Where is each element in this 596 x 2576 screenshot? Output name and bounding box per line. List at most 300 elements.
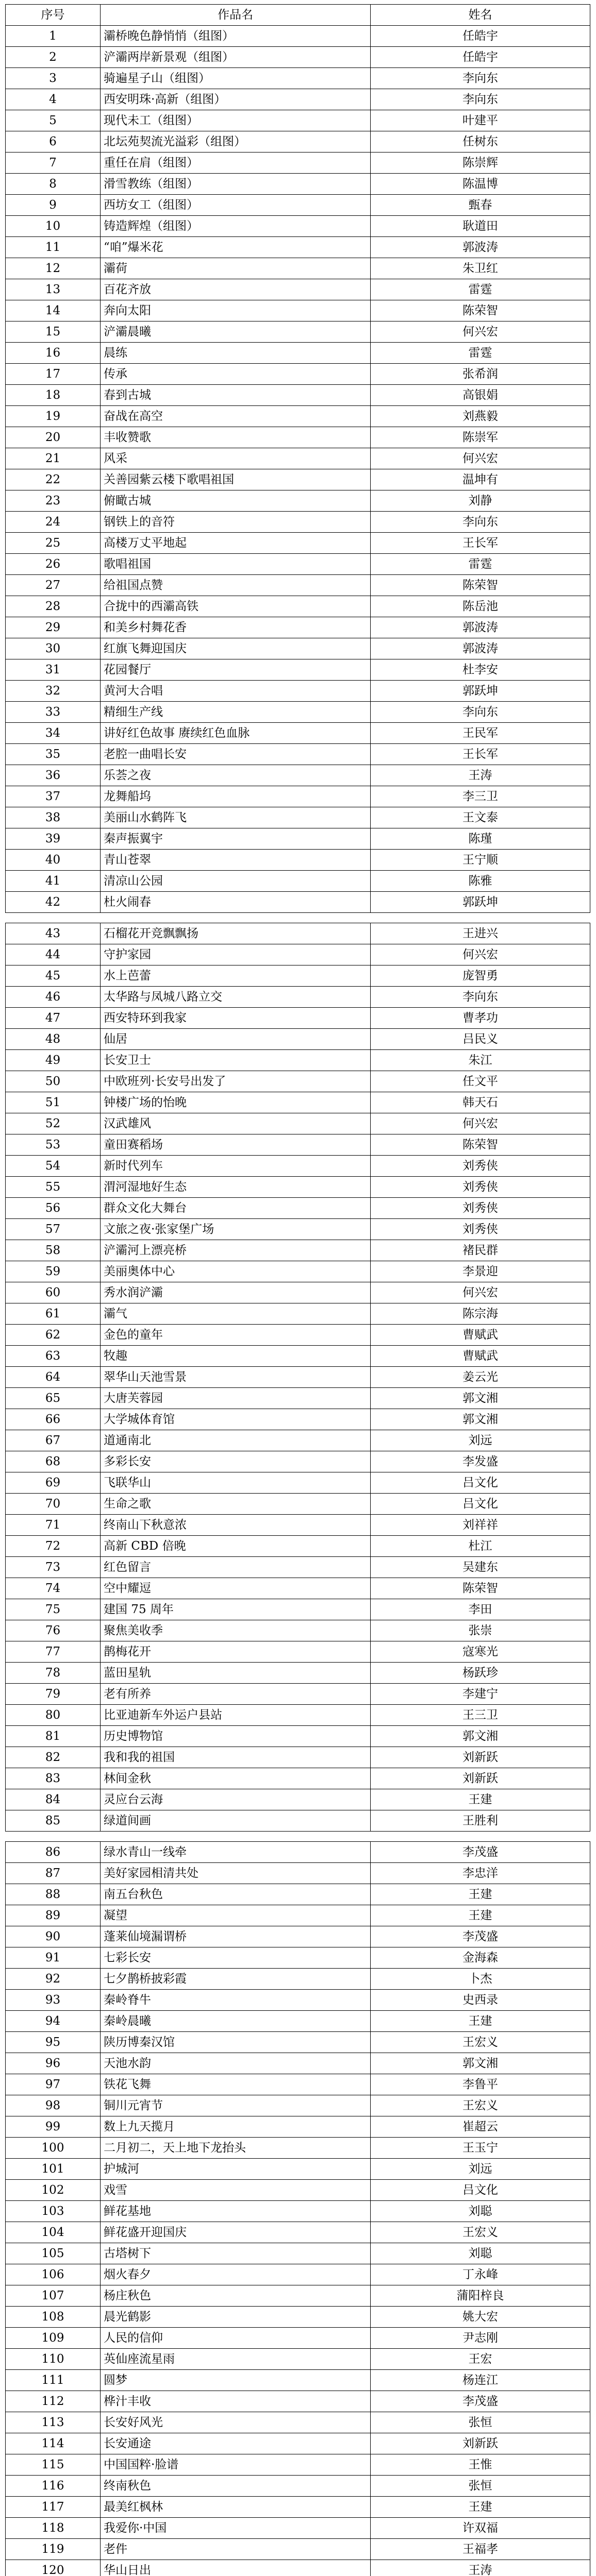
work-title: 奋战在高空: [101, 406, 371, 427]
author-name: 陈瑾: [371, 828, 590, 850]
row-number: 1: [6, 26, 101, 47]
row-number: 96: [6, 2053, 101, 2074]
table-row: [6, 1325, 590, 1346]
author-name: 甄春: [371, 195, 590, 216]
row-number: 38: [6, 807, 101, 828]
table-row: [6, 1367, 590, 1388]
row-number: 110: [6, 2349, 101, 2370]
author-name: 王建: [371, 1905, 590, 1926]
author-name: 刘新跃: [371, 1768, 590, 1789]
table-row: [6, 554, 590, 575]
table-row: [6, 1409, 590, 1430]
author-name: 陈雅: [371, 871, 590, 892]
work-title: 终南山下秋意浓: [101, 1515, 371, 1536]
author-name: 尹志刚: [371, 2328, 590, 2349]
table-row: [6, 596, 590, 617]
author-name: 王建: [371, 2011, 590, 2032]
row-number: 47: [6, 1008, 101, 1029]
author-name: 姚大宏: [371, 2307, 590, 2328]
row-number: 13: [6, 279, 101, 300]
work-title: 终南秋色: [101, 2476, 371, 2497]
work-title: 北坛苑契流光溢彩（组图）: [101, 131, 371, 152]
author-name: 刘秀侠: [371, 1219, 590, 1240]
table-row: [6, 1684, 590, 1705]
author-name: 杜江: [371, 1536, 590, 1557]
row-number: 111: [6, 2370, 101, 2391]
work-title: 龙舞船坞: [101, 786, 371, 807]
author-name: 李田: [371, 1599, 590, 1620]
table-row: [6, 1198, 590, 1219]
row-number: 12: [6, 258, 101, 279]
work-title: 蓬莱仙境漏谓桥: [101, 1926, 371, 1947]
table-row: [6, 1388, 590, 1409]
table-row: [6, 406, 590, 427]
row-number: 15: [6, 321, 101, 343]
table-row: [6, 1947, 590, 1969]
header-number: 序号: [6, 5, 101, 26]
work-title: 渭河湿地好生态: [101, 1177, 371, 1198]
table-row: [6, 533, 590, 554]
work-title: 清凉山公园: [101, 871, 371, 892]
author-name: 王宏: [371, 2349, 590, 2370]
author-name: 吕文化: [371, 2180, 590, 2201]
table-row: [6, 427, 590, 448]
author-name: 刘聪: [371, 2201, 590, 2222]
table-row: [6, 2454, 590, 2476]
table-row: [6, 1641, 590, 1663]
row-number: 65: [6, 1388, 101, 1409]
author-name: 李鲁平: [371, 2074, 590, 2095]
work-title: 西安明珠·高新（组图）: [101, 89, 371, 110]
header-author-name: 姓名: [371, 5, 590, 26]
work-title: 凝望: [101, 1905, 371, 1926]
row-number: 102: [6, 2180, 101, 2201]
row-number: 73: [6, 1557, 101, 1578]
work-title: 多彩长安: [101, 1451, 371, 1472]
row-number: 92: [6, 1969, 101, 1990]
author-name: 王三卫: [371, 1705, 590, 1726]
row-number: 23: [6, 490, 101, 512]
work-title: 七彩长安: [101, 1947, 371, 1969]
work-title: 桦汁丰收: [101, 2391, 371, 2412]
author-name: 刘远: [371, 1430, 590, 1451]
row-number: 76: [6, 1620, 101, 1641]
row-number: 31: [6, 659, 101, 681]
author-name: 何兴宏: [371, 1282, 590, 1303]
row-number: 106: [6, 2264, 101, 2285]
author-name: 刘秀侠: [371, 1198, 590, 1219]
row-number: 68: [6, 1451, 101, 1472]
table-row: [6, 2074, 590, 2095]
work-title: 圆梦: [101, 2370, 371, 2391]
row-number: 54: [6, 1156, 101, 1177]
row-number: 69: [6, 1472, 101, 1494]
work-title: 俯瞰古城: [101, 490, 371, 512]
table-row: [6, 702, 590, 723]
author-name: 张恒: [371, 2412, 590, 2433]
work-title: 灞气: [101, 1303, 371, 1325]
row-number: 9: [6, 195, 101, 216]
table-row: [6, 1303, 590, 1325]
work-title: 青山苍翠: [101, 850, 371, 871]
table-row: [6, 2095, 590, 2116]
work-title: 西安特环到我家: [101, 1008, 371, 1029]
row-number: 101: [6, 2159, 101, 2180]
table-row: [6, 2180, 590, 2201]
row-number: 77: [6, 1641, 101, 1663]
row-number: 83: [6, 1768, 101, 1789]
table-row: [6, 1240, 590, 1261]
author-name: 王福孝: [371, 2539, 590, 2560]
author-name: 寇寒光: [371, 1641, 590, 1663]
row-number: 20: [6, 427, 101, 448]
work-title: 汉武雄风: [101, 1113, 371, 1134]
row-number: 35: [6, 744, 101, 765]
row-number: 98: [6, 2095, 101, 2116]
table-row: [6, 681, 590, 702]
table-row: [6, 26, 590, 47]
table-row: [6, 2370, 590, 2391]
table-row: [6, 659, 590, 681]
row-number: 67: [6, 1430, 101, 1451]
table-row: [6, 2116, 590, 2138]
work-title: 浐灞河上漂亮桥: [101, 1240, 371, 1261]
table-row: [6, 1092, 590, 1113]
row-number: 84: [6, 1789, 101, 1810]
row-number: 25: [6, 533, 101, 554]
work-title: 晨练: [101, 343, 371, 364]
work-title: 百花齐放: [101, 279, 371, 300]
table-row: [6, 2285, 590, 2307]
page-break-gap: [6, 913, 590, 923]
row-number: 45: [6, 965, 101, 987]
table-row: [6, 2053, 590, 2074]
row-number: 7: [6, 152, 101, 174]
row-number: 53: [6, 1134, 101, 1156]
table-row: [6, 2201, 590, 2222]
work-title: 钢铁上的音符: [101, 512, 371, 533]
author-name: 刘秀侠: [371, 1156, 590, 1177]
row-number: 78: [6, 1663, 101, 1684]
table-row: [6, 1578, 590, 1599]
work-title: 浐灞两岸新景观（组图）: [101, 47, 371, 68]
table-row: [6, 1515, 590, 1536]
row-number: 119: [6, 2539, 101, 2560]
work-title: 历史博物馆: [101, 1726, 371, 1747]
roster-sheet: [5, 4, 590, 2576]
row-number: 58: [6, 1240, 101, 1261]
author-name: 朱卫红: [371, 258, 590, 279]
work-title: 最美红枫林: [101, 2497, 371, 2518]
row-number: 81: [6, 1726, 101, 1747]
work-title: 聚焦美收季: [101, 1620, 371, 1641]
work-title: 秦声振翼宇: [101, 828, 371, 850]
work-title: 烟火春夕: [101, 2264, 371, 2285]
row-number: 10: [6, 216, 101, 237]
row-number: 30: [6, 638, 101, 659]
work-title: 老件: [101, 2539, 371, 2560]
author-name: 温坤有: [371, 469, 590, 490]
author-name: 李茂盛: [371, 1926, 590, 1947]
work-title: 长安好风光: [101, 2412, 371, 2433]
row-number: 27: [6, 575, 101, 596]
author-name: 陈荣智: [371, 1134, 590, 1156]
row-number: 3: [6, 68, 101, 89]
work-title: 老腔一曲唱长安: [101, 744, 371, 765]
row-number: 117: [6, 2497, 101, 2518]
table-row: [6, 2412, 590, 2433]
table-row: [6, 965, 590, 987]
table-row: [6, 2328, 590, 2349]
author-name: 任皓宇: [371, 26, 590, 47]
author-name: 李向东: [371, 987, 590, 1008]
table-row: [6, 1768, 590, 1789]
work-title: 骑遍星子山（组图）: [101, 68, 371, 89]
row-number: 61: [6, 1303, 101, 1325]
author-name: 郭波涛: [371, 237, 590, 258]
table-row: [6, 2391, 590, 2412]
author-name: 姜云光: [371, 1367, 590, 1388]
row-number: 66: [6, 1409, 101, 1430]
work-title: 绿水青山一线牵: [101, 1842, 371, 1863]
table-row: [6, 131, 590, 152]
work-title: 长安卫士: [101, 1050, 371, 1071]
row-number: 55: [6, 1177, 101, 1198]
table-row: [6, 617, 590, 638]
work-title: 蓝田星轨: [101, 1663, 371, 1684]
row-number: 107: [6, 2285, 101, 2307]
work-title: 我爱你·中国: [101, 2518, 371, 2539]
work-title: 护城河: [101, 2159, 371, 2180]
page-break-cell: [6, 913, 590, 923]
row-number: 63: [6, 1346, 101, 1367]
work-title: 重任在肩（组图）: [101, 152, 371, 174]
author-name: 王涛: [371, 765, 590, 786]
work-title: 建国 75 周年: [101, 1599, 371, 1620]
author-name: 耿道田: [371, 216, 590, 237]
row-number: 37: [6, 786, 101, 807]
work-title: 鹊梅花开: [101, 1641, 371, 1663]
work-title: 现代未工（组图）: [101, 110, 371, 131]
table-row: [6, 216, 590, 237]
row-number: 51: [6, 1092, 101, 1113]
table-row: [6, 1747, 590, 1768]
row-number: 24: [6, 512, 101, 533]
table-row: [6, 1134, 590, 1156]
table-row: [6, 2138, 590, 2159]
row-number: 34: [6, 723, 101, 744]
author-name: 王宏义: [371, 2222, 590, 2243]
table-row: [6, 786, 590, 807]
author-name: 陈荣智: [371, 575, 590, 596]
work-title: 秦岭脊牛: [101, 1990, 371, 2011]
table-row: [6, 1663, 590, 1684]
work-title: 丰收赞歌: [101, 427, 371, 448]
table-row: [6, 944, 590, 965]
author-name: 李向东: [371, 702, 590, 723]
work-title: 歌唱祖国: [101, 554, 371, 575]
author-name: 蒲阳梓良: [371, 2285, 590, 2307]
work-title: 英仙座流星雨: [101, 2349, 371, 2370]
author-name: 曹孝功: [371, 1008, 590, 1029]
table-row: [6, 1219, 590, 1240]
row-number: 8: [6, 174, 101, 195]
author-name: 王建: [371, 2497, 590, 2518]
table-row: [6, 1926, 590, 1947]
author-name: 何兴宏: [371, 944, 590, 965]
table-row: [6, 2011, 590, 2032]
work-title: 大唐芙蓉园: [101, 1388, 371, 1409]
work-title: 金色的童年: [101, 1325, 371, 1346]
table-row: [6, 1494, 590, 1515]
row-number: 71: [6, 1515, 101, 1536]
table-row: [6, 2518, 590, 2539]
work-title: 新时代列车: [101, 1156, 371, 1177]
row-number: 17: [6, 364, 101, 385]
work-title: 花园餐厅: [101, 659, 371, 681]
work-title: 西坊女工（组图）: [101, 195, 371, 216]
row-number: 93: [6, 1990, 101, 2011]
work-title: 灞荷: [101, 258, 371, 279]
author-name: 刘静: [371, 490, 590, 512]
work-title: 高新 CBD 倍晚: [101, 1536, 371, 1557]
table-row: [6, 1113, 590, 1134]
table-row: [6, 1705, 590, 1726]
row-number: 29: [6, 617, 101, 638]
work-title: 陕历博秦汉馆: [101, 2032, 371, 2053]
work-title: 我和我的祖国: [101, 1747, 371, 1768]
work-title: 黄河大合唱: [101, 681, 371, 702]
author-name: 李景迎: [371, 1261, 590, 1282]
table-row: [6, 1282, 590, 1303]
table-row: [6, 258, 590, 279]
row-number: 75: [6, 1599, 101, 1620]
table-row: [6, 1346, 590, 1367]
author-name: 刘秀侠: [371, 1177, 590, 1198]
row-number: 64: [6, 1367, 101, 1388]
author-name: 陈荣智: [371, 300, 590, 321]
table-row: [6, 47, 590, 68]
row-number: 87: [6, 1863, 101, 1884]
table-row: [6, 1990, 590, 2011]
work-title: 晨光鹤影: [101, 2307, 371, 2328]
author-name: 何兴宏: [371, 1113, 590, 1134]
table-row: [6, 385, 590, 406]
author-name: 刘新跃: [371, 1747, 590, 1768]
table-row: [6, 1842, 590, 1863]
table-row: [6, 1726, 590, 1747]
work-title: 给祖国点赞: [101, 575, 371, 596]
work-title: 戏雪: [101, 2180, 371, 2201]
work-title: 传承: [101, 364, 371, 385]
author-name: 王文泰: [371, 807, 590, 828]
work-title: 美好家园相清共处: [101, 1863, 371, 1884]
work-title: 七夕鹊桥披彩霞: [101, 1969, 371, 1990]
row-number: 86: [6, 1842, 101, 1863]
row-number: 89: [6, 1905, 101, 1926]
row-number: 40: [6, 850, 101, 871]
author-name: 吕文化: [371, 1472, 590, 1494]
table-row: [6, 448, 590, 469]
row-number: 85: [6, 1810, 101, 1832]
author-name: 郭波涛: [371, 638, 590, 659]
row-number: 5: [6, 110, 101, 131]
row-number: 60: [6, 1282, 101, 1303]
author-name: 韩天石: [371, 1092, 590, 1113]
table-row: [6, 1177, 590, 1198]
author-name: 吕文化: [371, 1494, 590, 1515]
row-number: 112: [6, 2391, 101, 2412]
row-number: 72: [6, 1536, 101, 1557]
author-name: 陈宗海: [371, 1303, 590, 1325]
work-title: 群众文化大舞台: [101, 1198, 371, 1219]
roster-table: [5, 4, 590, 2576]
work-title: 华山日出: [101, 2560, 371, 2576]
row-number: 2: [6, 47, 101, 68]
author-name: 吕民义: [371, 1029, 590, 1050]
work-title: 高楼万丈平地起: [101, 533, 371, 554]
row-number: 105: [6, 2243, 101, 2264]
author-name: 王玉宁: [371, 2138, 590, 2159]
author-name: 王建: [371, 1884, 590, 1905]
row-number: 32: [6, 681, 101, 702]
work-title: 滑雪教练（组图）: [101, 174, 371, 195]
row-number: 59: [6, 1261, 101, 1282]
author-name: 王胜利: [371, 1810, 590, 1832]
author-name: 庞智勇: [371, 965, 590, 987]
author-name: 陈岳池: [371, 596, 590, 617]
author-name: 李建宁: [371, 1684, 590, 1705]
author-name: 褚民群: [371, 1240, 590, 1261]
author-name: 何兴宏: [371, 448, 590, 469]
row-number: 42: [6, 892, 101, 913]
table-row: [6, 174, 590, 195]
work-title: 灞桥晚色静悄悄（组图）: [101, 26, 371, 47]
work-title: 杜火闹春: [101, 892, 371, 913]
table-row: [6, 2349, 590, 2370]
table-row: [6, 1071, 590, 1092]
author-name: 郭文湘: [371, 1388, 590, 1409]
author-name: 许双福: [371, 2518, 590, 2539]
row-number: 33: [6, 702, 101, 723]
work-title: 石榴花开竞飘飘扬: [101, 923, 371, 944]
author-name: 郭跃坤: [371, 892, 590, 913]
row-number: 103: [6, 2201, 101, 2222]
table-row: [6, 828, 590, 850]
table-row: [6, 2433, 590, 2454]
table-row: [6, 110, 590, 131]
author-name: 杨跃珍: [371, 1663, 590, 1684]
row-number: 43: [6, 923, 101, 944]
work-title: 比亚迪新车外运户县站: [101, 1705, 371, 1726]
row-number: 80: [6, 1705, 101, 1726]
row-number: 94: [6, 2011, 101, 2032]
author-name: 王长军: [371, 744, 590, 765]
table-row: [6, 1451, 590, 1472]
table-row: [6, 1008, 590, 1029]
author-name: 杜李安: [371, 659, 590, 681]
author-name: 刘新跃: [371, 2433, 590, 2454]
work-title: 灵应台云海: [101, 1789, 371, 1810]
work-title: 红旗飞舞迎国庆: [101, 638, 371, 659]
table-row: [6, 152, 590, 174]
author-name: 任树东: [371, 131, 590, 152]
table-row: [6, 321, 590, 343]
row-number: 113: [6, 2412, 101, 2433]
row-number: 114: [6, 2433, 101, 2454]
author-name: 王建: [371, 1789, 590, 1810]
work-title: 林间金秋: [101, 1768, 371, 1789]
